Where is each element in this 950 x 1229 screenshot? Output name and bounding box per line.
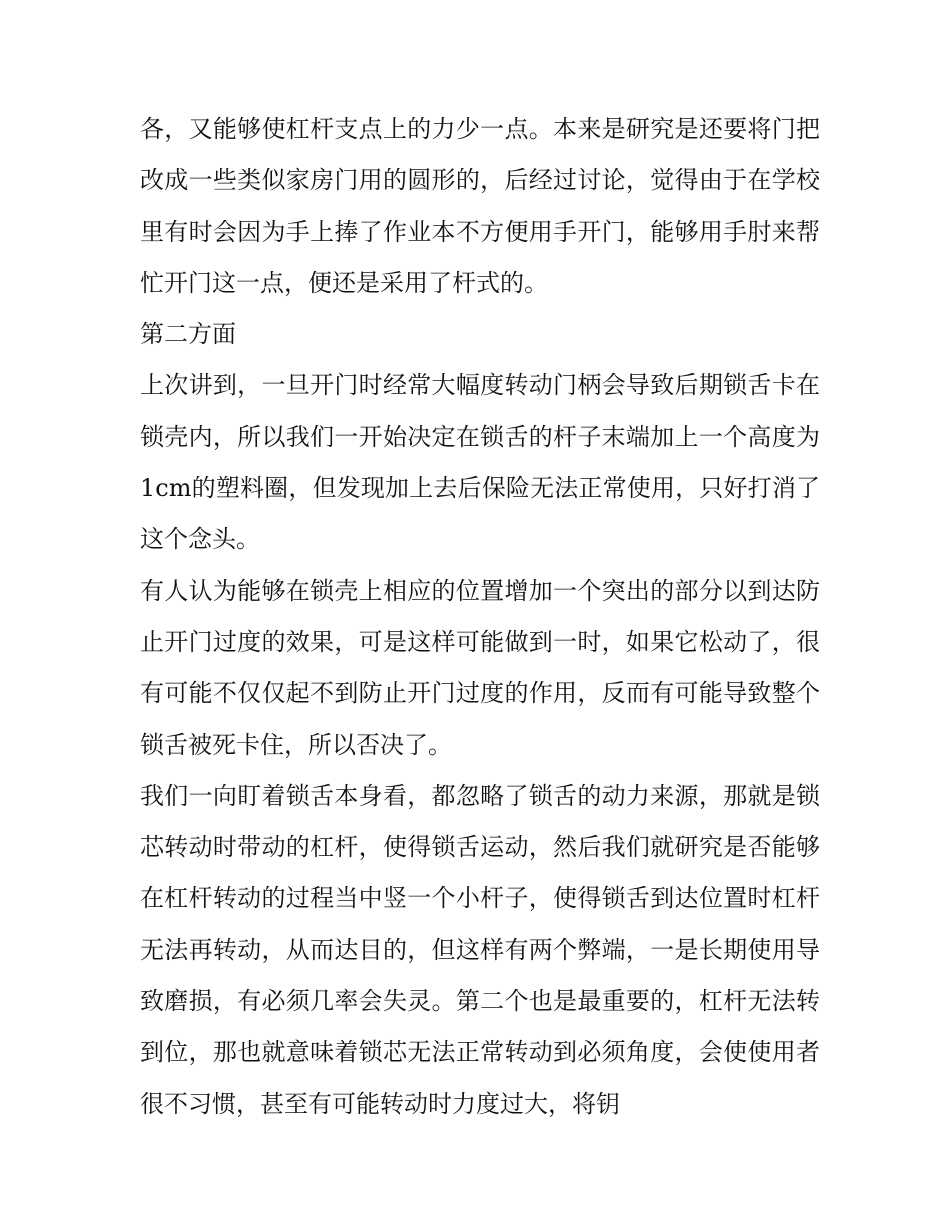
paragraph-plastic-ring: 上次讲到，一旦开门时经常大幅度转动门柄会导致后期锁舌卡在锁壳内，所以我们一开始决定在锁舌的杆子末端加上一个高度为1cm的塑料圈，但发现加上去后保险无法正常使用，只好打消了这个念头。 xyxy=(140,371,820,554)
paragraph-lever: 我们一向盯着锁舌本身看，都忽略了锁舌的动力来源，那就是锁芯转动时带动的杠杆，使得锁舌运动，然后我们就研究是否能够在杠杆转动的过程当中竖一个小杆子，使得锁舌到达位置时杠杆无法再转动，从而达目的，但这样有两个弊端，一是长期使用导致磨损，有必须几率会失灵。第二个也是最重要的，杠杆无法转到位，那也就意味着锁芯无法正常转动到必须角度，会使使用者很不习惯，甚至有可能转动时力度过大，将钥 xyxy=(140,781,820,1118)
document-body xyxy=(140,104,820,1130)
paragraph-lock-shell: 有人认为能够在锁壳上相应的位置增加一个突出的部分以到达防止开门过度的效果，可是这样可能做到一时，如果它松动了，很有可能不仅仅起不到防止开门过度的作用，反而有可能导致整个锁舌被死卡住，所以否决了。 xyxy=(140,576,820,759)
paragraph-continuation: 各，又能够使杠杆支点上的力少一点。本来是研究是还要将门把改成一些类似家房门用的圆形的，后经过讨论，觉得由于在学校里有时会因为手上捧了作业本不方便用手开门，能够用手肘来帮忙开门这一点，便还是采用了杆式的。 xyxy=(140,115,820,297)
section-heading: 第二方面 xyxy=(140,320,236,349)
